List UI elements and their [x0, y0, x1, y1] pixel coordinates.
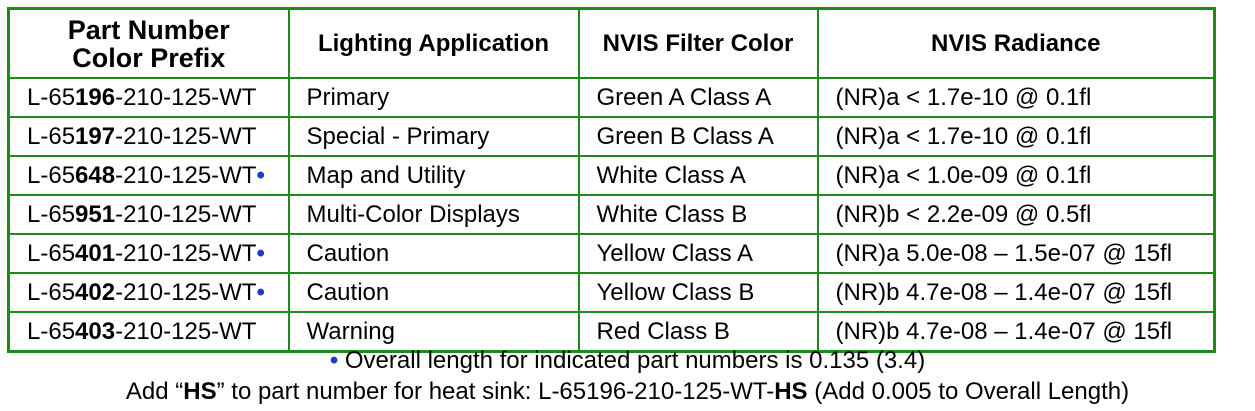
part-number-prefix: L-65 — [27, 239, 76, 267]
cell-nvis-filter-color: Green A Class A — [579, 78, 818, 117]
marker-dot: • — [329, 347, 339, 374]
parts-table — [7, 7, 1216, 353]
marker-dot: • — [256, 278, 265, 306]
part-number-suffix: -210-125-WT — [115, 161, 257, 189]
table-header-row — [9, 9, 1215, 79]
header-part-number — [9, 9, 289, 79]
part-number-suffix: -210-125-WT — [115, 239, 257, 267]
cell-part-number — [9, 78, 289, 117]
table-row — [9, 78, 1215, 117]
part-number-suffix: -210-125-WT — [115, 83, 257, 111]
cell-nvis-filter-color: White Class A — [579, 156, 818, 195]
cell-nvis-radiance: (NR)b < 2.2e-09 @ 0.5fl — [818, 195, 1215, 234]
cell-nvis-radiance: (NR)a < 1.0e-09 @ 0.1fl — [818, 156, 1215, 195]
cell-nvis-radiance: (NR)b 4.7e-08 – 1.4e-07 @ 15fl — [818, 273, 1215, 312]
header-nvis-filter-color: NVIS Filter Color — [579, 9, 818, 79]
footnote-2-hs-2: HS — [774, 378, 808, 405]
cell-lighting-application: Warning — [289, 312, 579, 352]
table-row — [9, 117, 1215, 156]
part-number-color-code: 401 — [75, 239, 116, 267]
cell-part-number — [9, 234, 289, 273]
part-number-prefix: L-65 — [27, 317, 76, 345]
cell-nvis-radiance: (NR)b 4.7e-08 – 1.4e-07 @ 15fl — [818, 312, 1215, 352]
cell-nvis-filter-color: Yellow Class B — [579, 273, 818, 312]
footnote-2-text-a: Add “ — [125, 378, 184, 405]
part-number-color-code: 403 — [75, 317, 116, 345]
footnote-2-text-e: (Add 0.005 to Overall Length) — [807, 378, 1130, 405]
table-row — [9, 273, 1215, 312]
part-number-prefix: L-65 — [27, 161, 76, 189]
part-number-prefix: L-65 — [27, 278, 76, 306]
part-number-suffix: -210-125-WT — [115, 122, 257, 150]
header-nvis-radiance: NVIS Radiance — [818, 9, 1215, 79]
cell-nvis-filter-color: White Class B — [579, 195, 818, 234]
part-number-prefix: L-65 — [27, 83, 76, 111]
marker-dot: • — [256, 161, 265, 189]
header-part-number-line1: Part Number — [67, 14, 230, 45]
part-number-prefix: L-65 — [27, 122, 76, 150]
cell-lighting-application: Special - Primary — [289, 117, 579, 156]
cell-lighting-application: Multi-Color Displays — [289, 195, 579, 234]
part-number-color-code: 951 — [75, 200, 116, 228]
table-row — [9, 234, 1215, 273]
cell-nvis-filter-color: Yellow Class A — [579, 234, 818, 273]
cell-part-number — [9, 195, 289, 234]
marker-dot: • — [256, 239, 265, 267]
part-number-suffix: -210-125-WT — [115, 200, 257, 228]
cell-nvis-filter-color: Red Class B — [579, 312, 818, 352]
part-number-color-code: 196 — [75, 83, 116, 111]
part-number-suffix: -210-125-WT — [115, 278, 257, 306]
part-number-color-code: 402 — [75, 278, 116, 306]
footnote-1-text: Overall length for indicated part numbers is 0.135 (3.4) — [338, 347, 926, 374]
footnote-2-text-c: ” to part number for heat sink: L-65196-210-125-WT- — [216, 378, 775, 405]
cell-nvis-filter-color: Green B Class A — [579, 117, 818, 156]
header-lighting-application: Lighting Application — [289, 9, 579, 79]
header-part-number-line2: Color Prefix — [72, 42, 226, 73]
cell-lighting-application: Primary — [289, 78, 579, 117]
footnote-overall-length — [0, 346, 1255, 376]
footnote-heat-sink — [0, 377, 1255, 407]
table-row — [9, 156, 1215, 195]
cell-lighting-application: Caution — [289, 234, 579, 273]
cell-part-number — [9, 273, 289, 312]
cell-part-number — [9, 156, 289, 195]
footnote-2-hs-1: HS — [183, 378, 217, 405]
cell-nvis-radiance: (NR)a 5.0e-08 – 1.5e-07 @ 15fl — [818, 234, 1215, 273]
part-number-prefix: L-65 — [27, 200, 76, 228]
part-number-color-code: 197 — [75, 122, 116, 150]
cell-nvis-radiance: (NR)a < 1.7e-10 @ 0.1fl — [818, 78, 1215, 117]
table-row — [9, 195, 1215, 234]
part-number-suffix: -210-125-WT — [115, 317, 257, 345]
cell-lighting-application: Map and Utility — [289, 156, 579, 195]
cell-part-number — [9, 117, 289, 156]
part-number-color-code: 648 — [75, 161, 116, 189]
cell-lighting-application: Caution — [289, 273, 579, 312]
cell-nvis-radiance: (NR)a < 1.7e-10 @ 0.1fl — [818, 117, 1215, 156]
